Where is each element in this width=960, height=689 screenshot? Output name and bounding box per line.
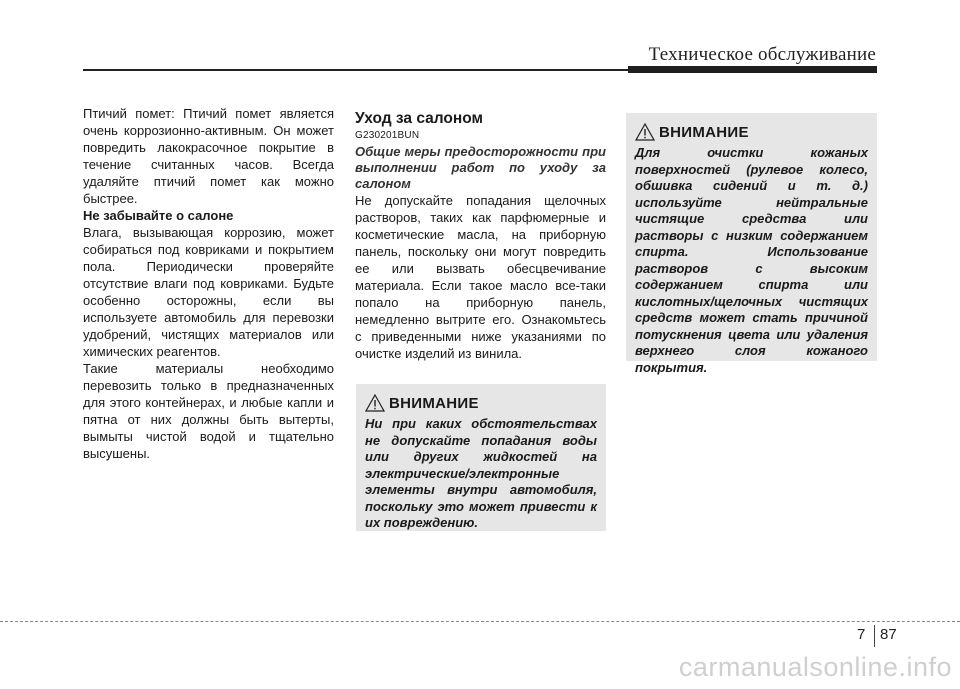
section-code: G230201BUN: [355, 130, 420, 141]
header-rule-thin: [83, 69, 628, 71]
warning-header: [365, 394, 597, 412]
interior-care-paragraph: Не допускайте попадания щелочных растворов, таких как парфюмерные и косметические масла, на приборную панель, поскольку они могут повредить ее или вызвать обесцвечивание материала. Если такое масло все-таки попало на приборную панель, немедленно вытрите его. Ознакомьтесь с приведенными ниже указаниями по очистке изделий из винила.: [355, 193, 606, 361]
middle-column: [355, 110, 606, 362]
section-heading: Уход за салоном: [355, 110, 483, 127]
bird-droppings-paragraph: Птичий помет: Птичий помет является очень коррозионно-активным. Он может повредить лакокрасочное покрытие в течение считанных часов. Всегда удаляйте птичий помет как можно быстрее.: [83, 106, 334, 206]
left-column: [83, 105, 334, 462]
warning-text: Ни при каких обстоятельствах не допускайте попадания воды или других жидкостей на электрические/электронные элементы внутри автомобиля, поскольку это может привести к их повреждению.: [365, 416, 597, 530]
chapter-number: 7: [857, 626, 866, 643]
warning-title: ВНИМАНИЕ: [659, 123, 749, 141]
italic-subheading: Общие меры предосторожности при выполнении работ по уходу за салоном: [355, 144, 606, 191]
warning-text: Для очистки кожаных поверхностей (рулевое колесо, обшивка сидений и т. д.) используйте нейтральные чистящие средства или растворы с низким содержанием спирта. Использование растворов с высоким содержанием спирта или кислотных/щелочных чистящих средств может стать причиной потускнения цвета или удаления верхнего слоя кожаного покрытия.: [635, 145, 868, 375]
warning-triangle-icon: [635, 123, 659, 141]
watermark-text: carmanualsonline.info: [678, 652, 952, 682]
warning-triangle-icon: [365, 394, 389, 412]
footer-rule: [0, 621, 960, 622]
warning-box-leather: [626, 113, 877, 375]
warning-title: ВНИМАНИЕ: [389, 394, 479, 412]
footer-divider: [874, 625, 875, 647]
page-header-title: Техническое обслуживание: [648, 44, 876, 65]
moisture-paragraph: Влага, вызывающая коррозию, может собираться под ковриками и покрытием пола. Периодически проверяйте отсутствие влаги под ковриками. Будьте особенно осторожны, если вы используете автомобиль для перевозки удобрений, чистящих материалов или химических реагентов.: [83, 225, 334, 359]
warning-box-electronics: [356, 384, 606, 531]
warning-header: [635, 123, 868, 141]
page-number: 87: [880, 626, 897, 643]
header-rule-thick: [628, 66, 877, 73]
interior-subheading: Не забывайте о салоне: [83, 208, 234, 223]
materials-paragraph: Такие материалы необходимо перевозить только в предназначенных для этого контейнерах, и любые капли и пятна от них должны быть вытерты, вымыты чистой водой и тщательно высушены.: [83, 361, 334, 461]
